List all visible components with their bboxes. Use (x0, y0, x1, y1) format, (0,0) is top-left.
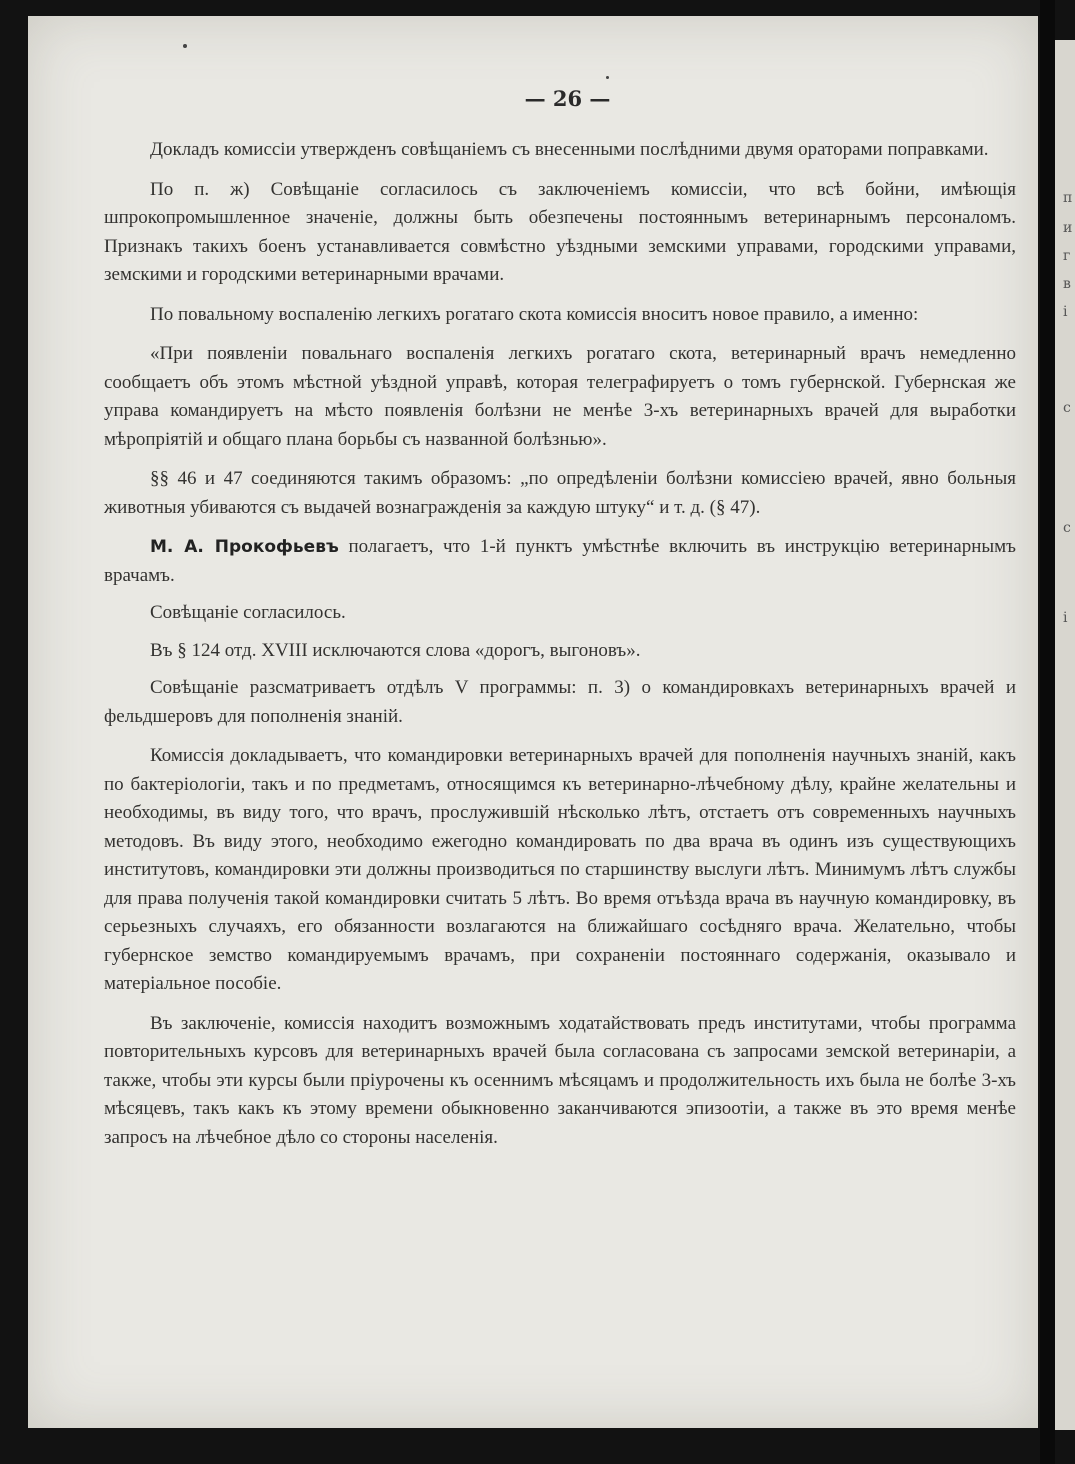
paragraph-pleuropneumonia: По повальному воспаленію легкихъ рогатаго скота комиссія вноситъ новое правило, а именно: (150, 303, 919, 325)
next-page-edge (1055, 40, 1075, 1430)
paragraph-conclusion: Въ заключеніе, комиссія находитъ возможнымъ ходатайствовать предъ институтами, чтобы программа повторительныхъ курсовъ для ветеринарныхъ врачей была согласована съ запросами земской ветеринаріи, а также, чтобы эти курсы были пріурочены къ осеннимъ мѣсяцамъ и продолжительность ихъ была не болѣе 3-хъ мѣсяцевъ, такъ какъ къ этому времени обыкновенно заканчиваются эпизоотіи, а также въ это время менѣе запросъ на лѣчебное дѣло со стороны населенія. (104, 1012, 1016, 1148)
paragraph-section-v: Совѣщаніе разсматриваетъ отдѣлъ V программы: п. 3) о командировкахъ ветеринарныхъ врачей и фельдшеровъ для пополненія знаній. (104, 677, 1016, 727)
paragraph-sections-46-47: §§ 46 и 47 соединяются такимъ образомъ: „по опредѣленіи болѣзни комиссіею врачей, явно больныя животныя убиваются съ выдачей вознагражденія за каждую штуку“ и т. д. (§ 47). (104, 468, 1016, 518)
paragraph-report-approved: Докладъ комиссіи утвержденъ совѣщаніемъ съ внесенными послѣдними двумя ораторами поправками. (150, 139, 989, 160)
edge-glyph: г (1063, 248, 1071, 264)
page-number: — 26 — (524, 86, 611, 111)
document-body (104, 136, 1016, 1163)
paragraph-agreed: Совѣщаніе согласилось. (150, 602, 346, 623)
edge-glyph: і (1063, 304, 1068, 320)
ink-speck (606, 76, 609, 79)
edge-glyph: с (1063, 400, 1071, 416)
speaker-statement: полагаетъ, что 1-й пунктъ умѣстнѣе включить въ инструкцію ветеринарнымъ врачамъ. (104, 536, 1016, 586)
edge-glyph: і (1063, 610, 1068, 626)
edge-glyph: в (1063, 276, 1071, 292)
edge-glyph: и (1063, 220, 1073, 236)
paragraph-new-rule-quote: «При появленіи повальнаго воспаленія легкихъ рогатаго скота, ветеринарный врачъ немедленно сообщаетъ объ этомъ мѣстной уѣздной управѣ, которая телеграфируетъ о томъ губернской. Губернская же управа командируетъ на мѣсто появленія болѣзни не менѣе 3-хъ ветеринарныхъ врачей для выработки мѣропріятій и общаго плана борьбы съ названной болѣзнью». (104, 343, 1016, 450)
ink-speck (183, 44, 187, 48)
book-gutter (1040, 0, 1055, 1464)
edge-glyph: п (1063, 190, 1073, 206)
edge-glyph: с (1063, 520, 1071, 536)
paragraph-prokofiev (104, 533, 1016, 590)
paragraph-slaughterhouses: По п. ж) Совѣщаніе согласилось съ заключеніемъ комиссіи, что всѣ бойни, имѣющія шпрокопромышленное значеніе, должны быть обезпечены постояннымъ ветеринарнымъ персоналомъ. Признакъ такихъ боенъ устанавливается совмѣстно уѣздными земскими управами, городскими управами, земскими и городскими ветеринарными врачами. (104, 178, 1016, 285)
paragraph-section-124: Въ § 124 отд. XVIII исключаются слова «дорогъ, выгоновъ». (150, 639, 641, 661)
speaker-name: М. А. Прокофьевъ (150, 537, 339, 557)
paragraph-commission-report: Комиссія докладываетъ, что командировки ветеринарныхъ врачей для пополненія научныхъ знаній, какъ по бактеріологіи, такъ и по предметамъ, относящимся къ ветеринарно-лѣчебному дѣлу, крайне желательны и необходимы, въ виду того, что врачъ, прослужившій нѣсколько лѣтъ, отстаетъ отъ современныхъ научныхъ методовъ. Въ виду этого, необходимо ежегодно командировать по два врача въ одинъ изъ существующихъ институтовъ, командировки эти должны производиться по старшинству выслуги лѣтъ. Минимумъ лѣтъ службы для права полученія такой командировки считать 5 лѣтъ. Во время отъѣзда врача въ научную командировку, въ серьезныхъ случаяхъ, его обязанности возлагаются на ближайшаго сосѣдняго врача. Желательно, чтобы губернское земство командируемымъ врачамъ, при сохраненіи постояннаго содержанія, оказывало и матеріальное пособіе. (104, 745, 1016, 994)
